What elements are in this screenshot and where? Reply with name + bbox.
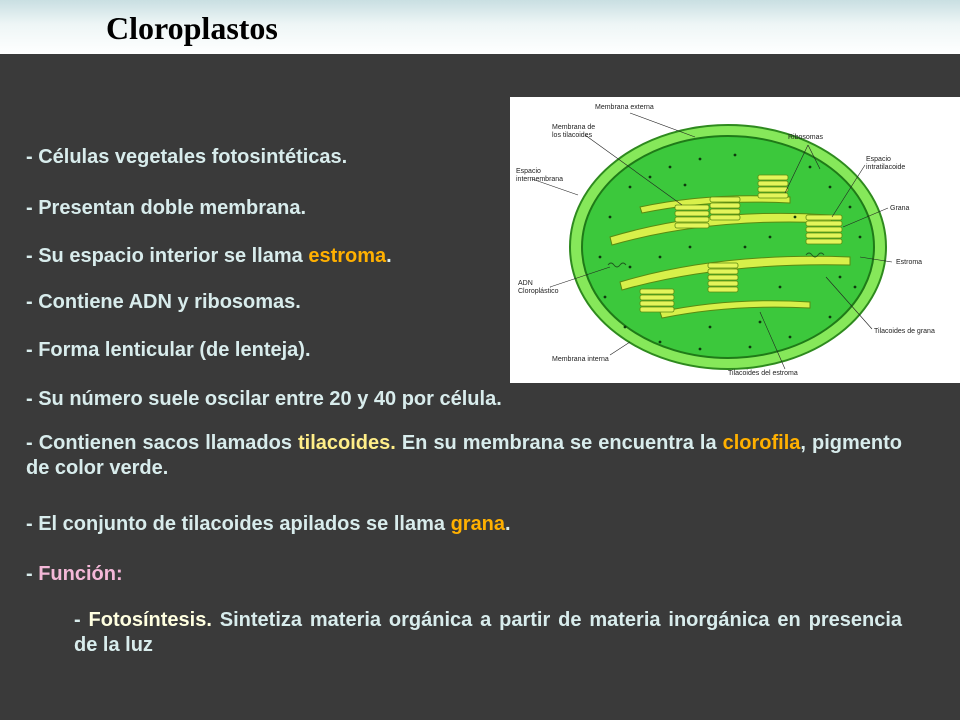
bullet-item: - Forma lenticular (de lenteja). bbox=[26, 339, 311, 361]
highlight-fotosintesis: Fotosíntesis. bbox=[88, 609, 212, 631]
bullet-item: - Presentan doble membrana. bbox=[26, 197, 307, 219]
svg-text:intratilacoide: intratilacoide bbox=[866, 164, 906, 171]
label-grana: Grana bbox=[890, 205, 910, 212]
highlight-estroma: estroma bbox=[308, 245, 387, 267]
sub-bullet-item: - Fotosíntesis. Sintetiza materia orgánica a partir de materia inorgánica en presencia de la luz bbox=[74, 609, 903, 656]
highlight-grana: grana bbox=[450, 513, 506, 535]
chloroplast-diagram bbox=[510, 97, 960, 383]
bullet-item: - El conjunto de tilacoides apilados se llama grana. bbox=[26, 513, 511, 535]
label-membrana-interna: Membrana interna bbox=[552, 356, 609, 363]
label-membrana-tilacoides: Membrana de bbox=[552, 124, 596, 131]
slide-title: Cloroplastos bbox=[106, 10, 278, 46]
bullet-item: - Su número suele oscilar entre 20 y 40 por célula. bbox=[26, 388, 502, 410]
bullet-item: - Contiene ADN y ribosomas. bbox=[26, 291, 301, 313]
bullet-item: - Su espacio interior se llama estroma. bbox=[26, 245, 392, 267]
highlight-funcion: Función: bbox=[38, 563, 123, 585]
bullet-item: - Función: bbox=[26, 563, 123, 585]
label-espacio-intermembrana: Espacio bbox=[516, 168, 541, 175]
granum bbox=[806, 215, 842, 244]
label-adn: ADN bbox=[518, 280, 533, 287]
label-espacio-intratilacoide: Espacio bbox=[866, 156, 891, 163]
label-ribosomas: Ribosomas bbox=[788, 134, 824, 141]
label-tilacoides-grana: Tilacoides de grana bbox=[874, 328, 935, 335]
svg-text:los tilacoides: los tilacoides bbox=[552, 132, 593, 139]
label-tilacoides-estroma: Tilacoides del estroma bbox=[728, 370, 798, 377]
svg-text:Cloroplástico: Cloroplástico bbox=[518, 288, 559, 295]
svg-text:intermembrana: intermembrana bbox=[516, 176, 564, 183]
highlight-clorofila: clorofila bbox=[722, 432, 801, 454]
bullet-item: - Células vegetales fotosintéticas. bbox=[26, 146, 348, 168]
title-bar bbox=[0, 0, 960, 54]
stroma bbox=[582, 136, 874, 358]
label-membrana-externa: Membrana externa bbox=[595, 104, 654, 111]
highlight-tilacoides: tilacoides. bbox=[298, 432, 396, 454]
bullet-item: - Contienen sacos llamados tilacoides. En su membrana se encuentra la clorofila, pigmento de color verde. bbox=[26, 432, 903, 479]
granum bbox=[708, 263, 738, 292]
label-estroma: Estroma bbox=[896, 259, 923, 266]
